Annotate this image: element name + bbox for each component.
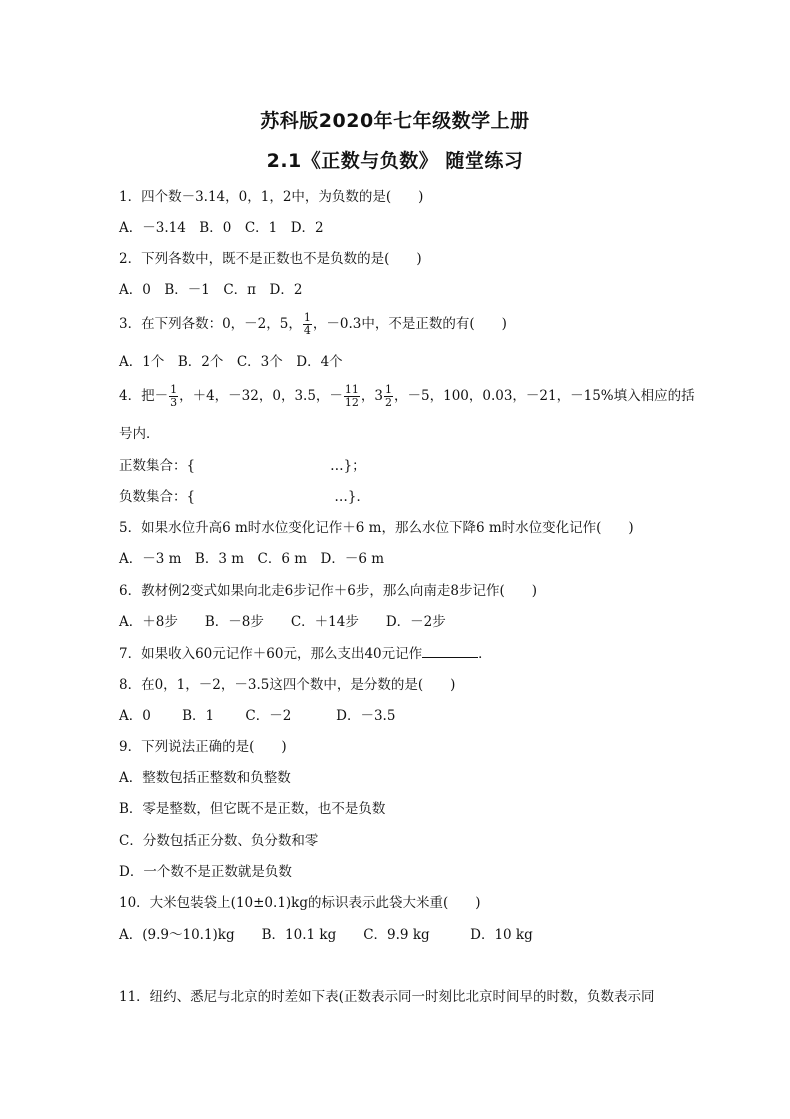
question-9: 9．下列说法正确的是( ) bbox=[119, 739, 287, 755]
question-8: 8．在0，1，－2，－3.5这四个数中，是分数的是( ) bbox=[119, 677, 456, 693]
question-6: 6．教材例2变式如果向北走6步记作＋6步，那么向南走8步记作( ) bbox=[119, 583, 537, 599]
question-8-options: A．0 B．1 C．－2 D．－3.5 bbox=[119, 708, 396, 724]
question-11: 11．纽约、悉尼与北京的时差如下表(正数表示同一时刻比北京时间早的时数，负数表示同 bbox=[119, 989, 655, 1005]
question-3-text-end: ，－0.3中，不是正数的有( ) bbox=[312, 316, 507, 332]
fraction-denominator: 3 bbox=[170, 396, 178, 409]
fraction-eleven-twelfths bbox=[344, 384, 360, 409]
fraction-numerator: 1 bbox=[385, 383, 393, 396]
fraction-one-third bbox=[169, 384, 178, 409]
question-3 bbox=[119, 312, 507, 337]
question-3-options: A．1个 B．2个 C．3个 D．4个 bbox=[119, 354, 343, 370]
question-1-options: A．－3.14 B．0 C．1 D．2 bbox=[119, 220, 324, 236]
question-5: 5．如果水位升高6 m时水位变化记作＋6 m，那么水位下降6 m时水位变化记作( ) bbox=[119, 520, 634, 536]
question-4 bbox=[119, 384, 695, 409]
fraction-one-half bbox=[384, 384, 393, 409]
document-title: 苏科版2020年七年级数学上册 bbox=[260, 110, 530, 132]
question-1: 1．四个数－3.14，0，1，2中，为负数的是( ) bbox=[119, 189, 424, 205]
question-4-text-start: 4．把－ bbox=[119, 388, 169, 404]
question-9-option-a: A．整数包括正整数和负整数 bbox=[119, 770, 291, 786]
fraction-numerator: 1 bbox=[170, 383, 178, 396]
question-5-options: A．－3 m B．3 m C．6 m D．－6 m bbox=[119, 551, 385, 567]
question-10-options: A．(9.9～10.1)kg B．10.1 kg C．9.9 kg D．10 kg bbox=[119, 927, 533, 943]
question-10: 10．大米包装袋上(10±0.1)kg的标识表示此袋大米重( ) bbox=[119, 895, 481, 911]
question-4-continued: 号内． bbox=[119, 426, 160, 442]
question-7-end: ． bbox=[478, 646, 492, 662]
answer-blank bbox=[422, 645, 478, 658]
document-subtitle: 2.1《正数与负数》 随堂练习 bbox=[266, 150, 524, 172]
fraction-denominator: 2 bbox=[385, 396, 393, 409]
question-9-option-b: B．零是整数，但它既不是正数，也不是负数 bbox=[119, 801, 386, 817]
question-4-text-mid1: ，＋4，－32，0，3.5，－ bbox=[179, 388, 343, 404]
question-4-text-mid2: ，3 bbox=[360, 388, 384, 404]
question-7 bbox=[119, 645, 492, 662]
fraction-one-quarter bbox=[303, 312, 312, 337]
fraction-numerator: 11 bbox=[344, 383, 359, 396]
fraction-denominator: 12 bbox=[344, 396, 359, 409]
question-4-text-end: ，－5，100，0.03，－21，－15%填入相应的括 bbox=[394, 388, 695, 404]
question-3-text-start: 3．在下列各数：0，－2，5， bbox=[119, 316, 302, 332]
fraction-denominator: 4 bbox=[303, 324, 311, 337]
negative-set-line: 负数集合：{ …}． bbox=[119, 489, 370, 505]
question-6-options: A．＋8步 B．－8步 C．＋14步 D．－2步 bbox=[119, 614, 446, 630]
positive-set-line: 正数集合：{ …}； bbox=[119, 458, 366, 474]
question-7-text: 7．如果收入60元记作＋60元，那么支出40元记作 bbox=[119, 646, 423, 662]
question-2-options: A．0 B．－1 C．π D．2 bbox=[119, 282, 303, 298]
question-2: 2．下列各数中，既不是正数也不是负数的是( ) bbox=[119, 251, 422, 267]
question-9-option-c: C．分数包括正分数、负分数和零 bbox=[119, 833, 319, 849]
question-9-option-d: D．一个数不是正数就是负数 bbox=[119, 864, 292, 880]
fraction-numerator: 1 bbox=[303, 311, 311, 324]
